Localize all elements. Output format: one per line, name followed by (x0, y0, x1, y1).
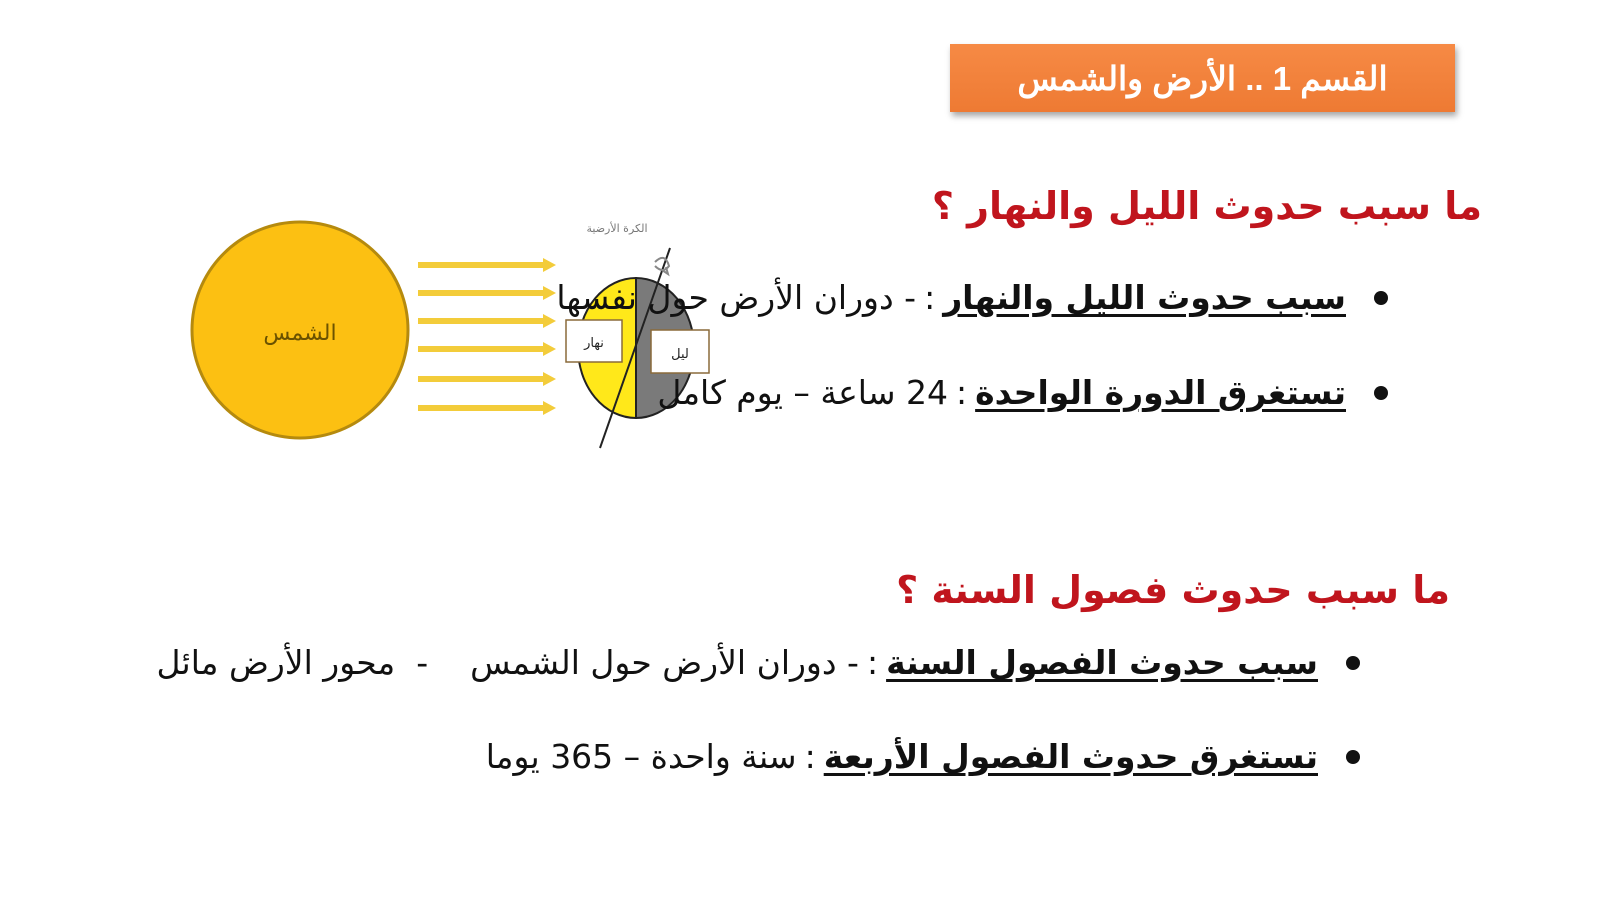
bullet-separator: : (804, 737, 816, 776)
ray-arrow (418, 314, 556, 328)
earth-caption: الكرة الأرضية (586, 222, 648, 235)
bullet-key: تستغرق الدورة الواحدة (975, 373, 1346, 412)
day-label: نهار (584, 336, 604, 351)
bullet-dot (1346, 656, 1360, 670)
sun-illustration (192, 222, 408, 438)
question-seasons: ما سبب حدوث فصول السنة ؟ (896, 568, 1450, 612)
ray-arrow (418, 286, 556, 300)
ray-arrow (418, 342, 556, 356)
list-item (657, 373, 1388, 412)
ray-arrow (418, 372, 556, 386)
list-item (486, 737, 1360, 776)
bullet-key: سبب حدوث الفصول السنة (886, 643, 1318, 682)
question-day-night: ما سبب حدوث الليل والنهار ؟ (931, 184, 1482, 228)
day-night-diagram (0, 0, 760, 500)
bullet-separator: : (866, 643, 879, 682)
bullet-key: تستغرق حدوث الفصول الأربعة (823, 737, 1318, 776)
ray-arrow (418, 401, 556, 415)
bullet-separator: : (956, 373, 968, 412)
bullet-dot (1374, 291, 1388, 305)
bullet-separator: : (924, 278, 936, 317)
section-title-banner (950, 44, 1455, 112)
bullet-dot (1374, 386, 1388, 400)
ray-arrow (418, 258, 556, 272)
bullet-value: سنة واحدة – 365 يوما (485, 737, 797, 776)
sun-rays (418, 258, 556, 415)
list-item (556, 278, 1388, 317)
bullet-key: سبب حدوث الليل والنهار (943, 278, 1346, 317)
bullet-value: 24 ساعة – يوم كامل (657, 373, 948, 412)
list-item (157, 643, 1360, 682)
bullet-value: - دوران الأرض حول نفسها (556, 278, 917, 317)
sun-label: الشمس (263, 321, 337, 346)
earth-illustration (566, 221, 709, 448)
night-label: ليل (671, 347, 689, 362)
bullet-value: - دوران الأرض حول الشمس - محور الأرض مائل (156, 643, 859, 682)
bullet-dot (1346, 750, 1360, 764)
section-title: القسم 1 .. الأرض والشمس (1017, 59, 1388, 97)
